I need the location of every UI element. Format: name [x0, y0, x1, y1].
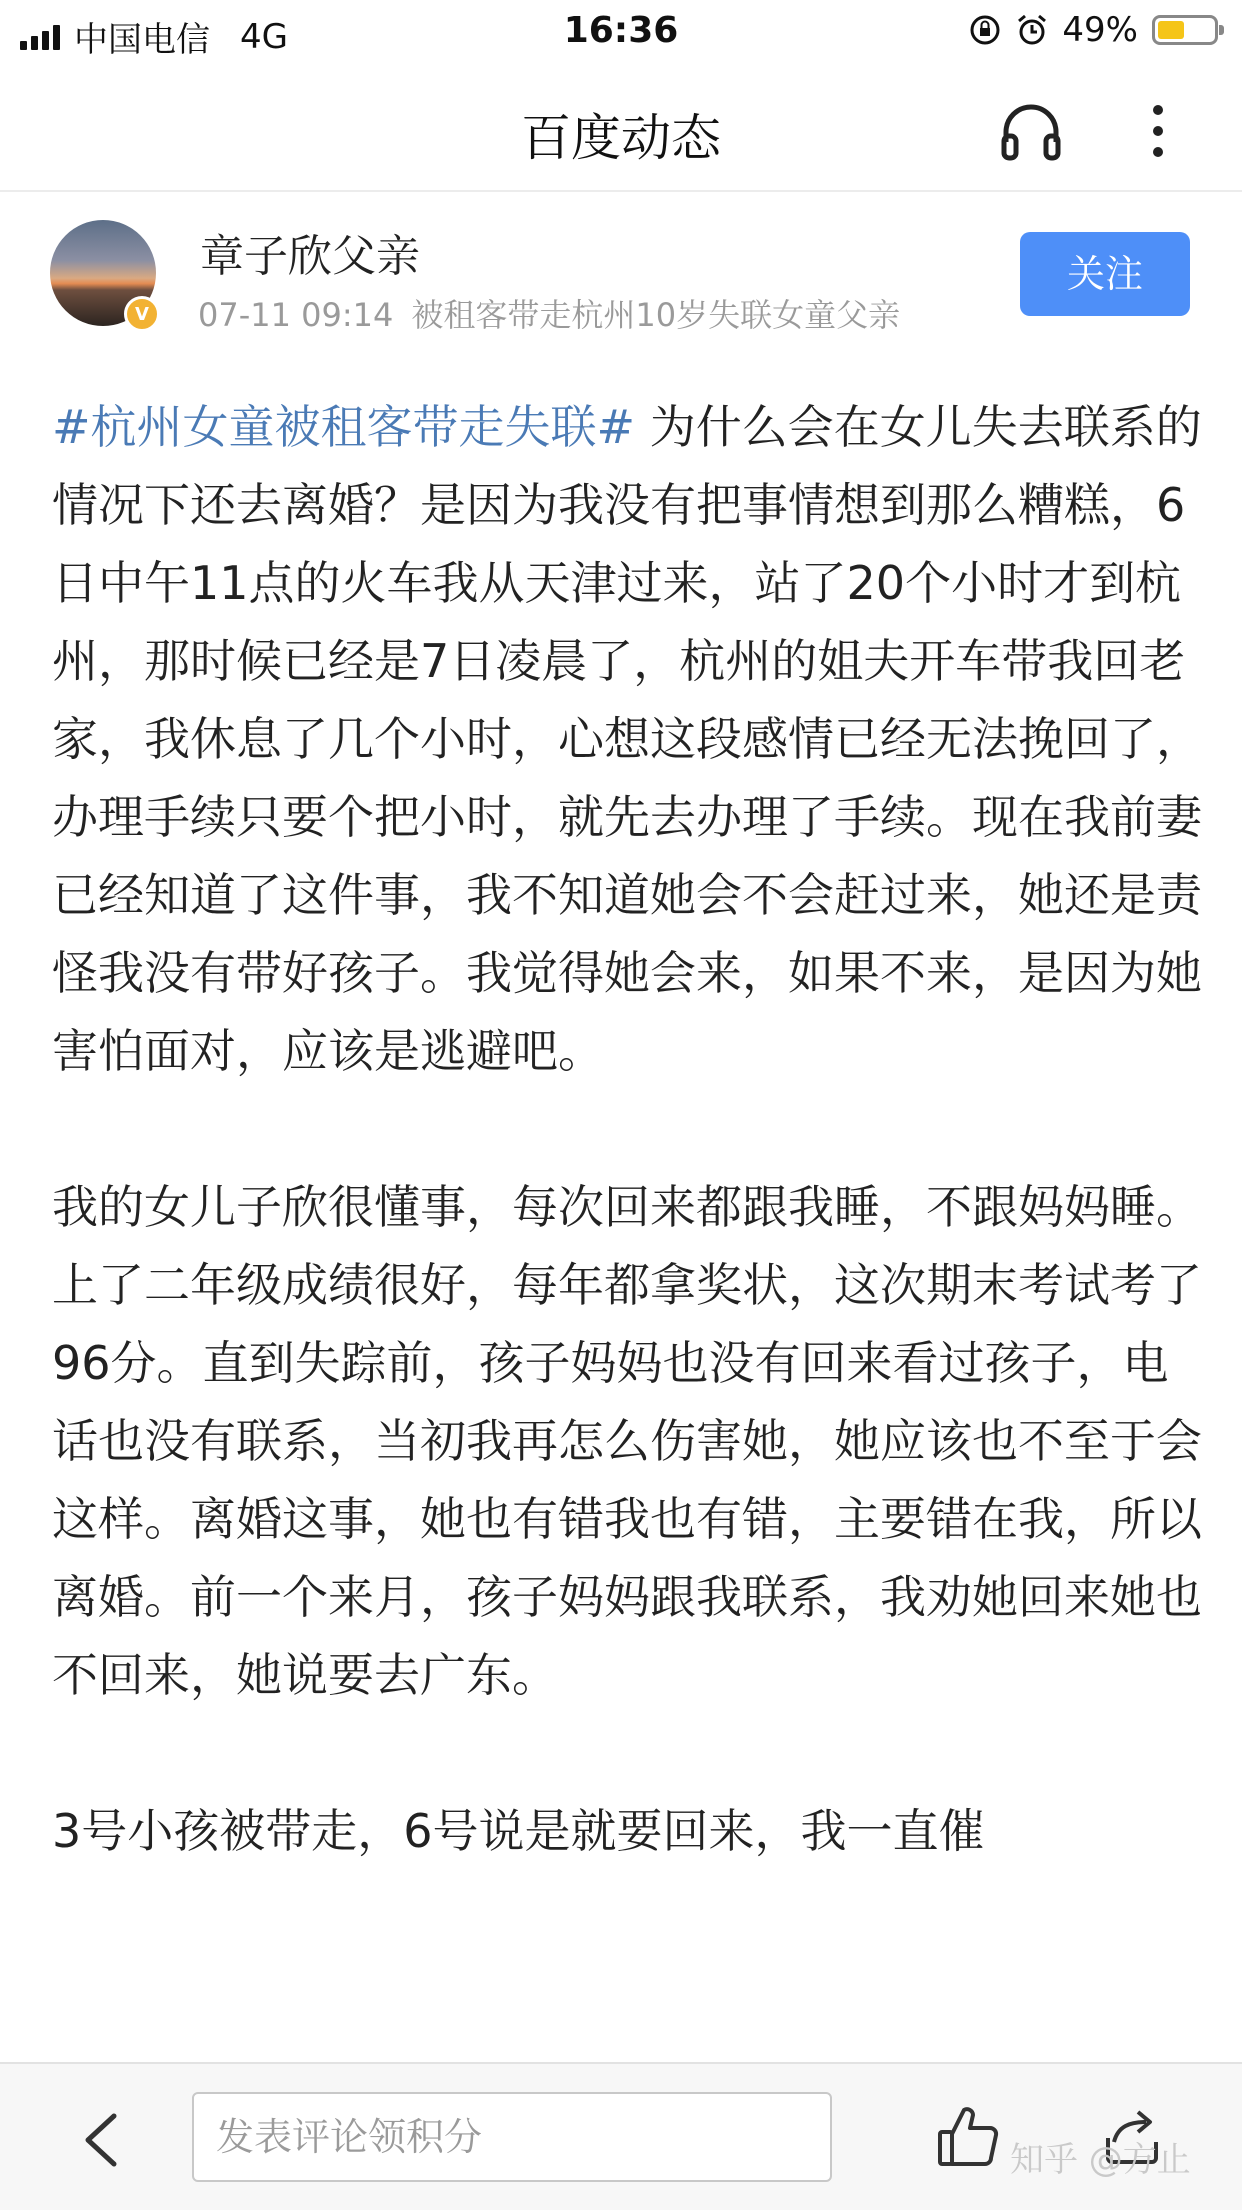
carrier-name: 中国电信 — [74, 20, 210, 60]
status-bar — [0, 0, 1242, 62]
battery-percent: 49% — [1062, 10, 1138, 50]
bottom-bar — [0, 2062, 1242, 2210]
back-arrow-icon[interactable] — [76, 2112, 126, 2168]
network-type: 4G — [240, 16, 288, 57]
watermark: 知乎 @方止 — [1010, 2140, 1191, 2180]
article-paragraph: 3号小孩被带走，6号说是就要回来，我一直催 — [52, 1804, 985, 1858]
verified-badge-icon: V — [124, 296, 160, 332]
like-icon[interactable] — [936, 2104, 1000, 2168]
article-paragraph — [52, 388, 1202, 1090]
page-title: 百度动态 — [521, 109, 721, 167]
alarm-icon — [1016, 13, 1048, 47]
clock: 16:36 — [563, 10, 679, 51]
nav-bar — [0, 62, 1242, 192]
author-meta — [198, 290, 900, 336]
author-name[interactable]: 章子欣父亲 — [200, 231, 420, 282]
battery-icon — [1152, 15, 1218, 45]
orientation-lock-icon — [968, 13, 1002, 47]
battery-level — [1158, 21, 1184, 39]
hashtag-link[interactable]: #杭州女童被租客带走失联# — [52, 400, 636, 454]
article-body — [52, 388, 1202, 1948]
comment-input[interactable]: 发表评论领积分 — [192, 2092, 832, 2182]
paragraph-text: 为什么会在女儿失去联系的情况下还去离婚？是因为我没有把事情想到那么糟糕，6日中午11点的火车我从天津过来，站了20个小时才到杭州，那时候已经是7日凌晨了，杭州的姐夫开车带我回老家，我休息了几个小时，心想这段感情已经无法挽回了，办理手续只要个把小时，就先去办理了手续。现在我前妻已经知道了这件事，我不知道她会不会赶过来，她还是责怪我没有带好孩子。我觉得她会来，如果不来，是因为她害怕面对，应该是逃避吧。 — [52, 400, 1202, 1078]
more-vertical-icon[interactable] — [1140, 96, 1176, 166]
post-timestamp: 07-11 09:14 — [198, 296, 394, 334]
author-header — [0, 190, 1242, 350]
article-paragraph: 我的女儿子欣很懂事，每次回来都跟我睡，不跟妈妈睡。上了二年级成绩很好，每年都拿奖状，这次期末考试考了96分。直到失踪前，孩子妈妈也没有回来看过孩子，电话也没有联系，当初我再怎么伤害她，她应该也不至于会这样。离婚这事，她也有错我也有错，主要错在我，所以离婚。前一个来月，孩子妈妈跟我联系，我劝她回来她也不回来，她说要去广东。 — [52, 1180, 1202, 1702]
headphone-icon[interactable] — [996, 96, 1066, 166]
content-fade — [0, 2020, 1242, 2062]
author-description: 被租客带走杭州10岁失联女童父亲 — [411, 296, 901, 334]
follow-button[interactable]: 关注 — [1020, 232, 1190, 316]
